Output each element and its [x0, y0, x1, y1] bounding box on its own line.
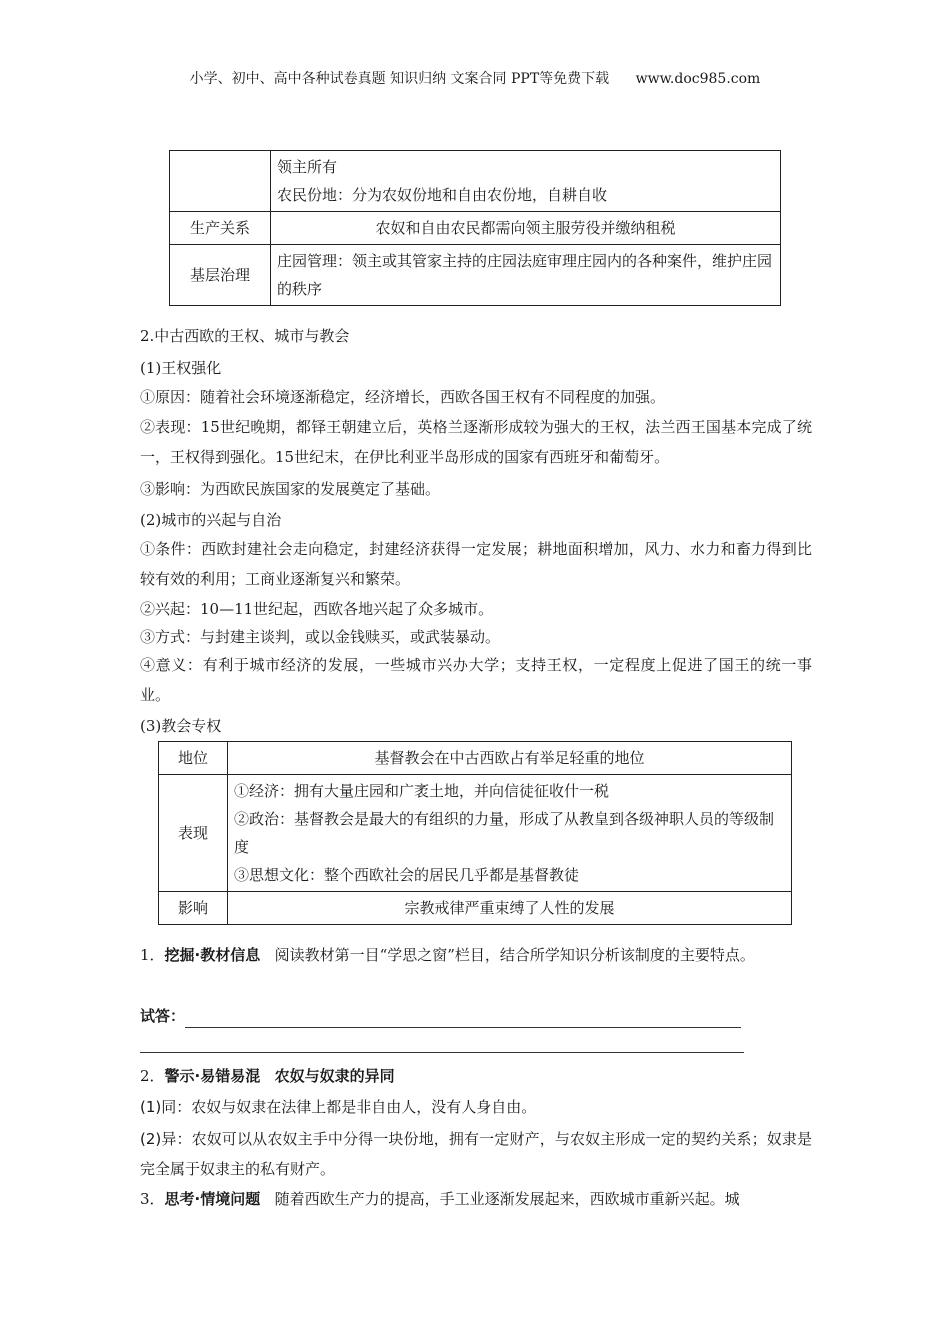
q3-number: 3．: [140, 1190, 165, 1208]
answer-label: 试答：: [140, 1007, 186, 1025]
manor-table-land-cell: [271, 151, 781, 212]
performance-politics: ②政治：基督教会是最大的有组织的力量，形成了从教皇到各级神职人员的等级制度: [234, 810, 775, 856]
kingship-performance: ②表现：15世纪晚期，都铎王朝建立后，英格兰逐渐形成较为强大的王权，法兰西王国基本完成了统一，王权得到强化。15世纪末，在伊比利亚半岛形成的国家有西班牙和葡萄牙。: [140, 418, 812, 466]
answer-row: [140, 1004, 741, 1028]
impact-label: 影响: [159, 892, 228, 925]
heading-cities: (2)城市的兴起与自治: [140, 511, 282, 529]
manor-table: [169, 150, 781, 306]
peasant-land-text: 农民份地：分为农奴份地和自由农份地，自耕自收: [277, 186, 608, 204]
impact-text: 宗教戒律严重束缚了人性的发展: [228, 892, 792, 925]
kingship-cause: ①原因：随着社会环境逐渐稳定，经济增长，西欧各国王权有不同程度的加强。: [140, 388, 666, 406]
cities-method: ③方式：与封建主谈判，或以金钱赎买，或武装暴动。: [140, 628, 501, 646]
answer-line-1[interactable]: [185, 1011, 741, 1028]
header-text: 小学、初中、高中各种试卷真题 知识归纳 文案合同 PPT等免费下载: [189, 71, 610, 87]
question-3: [140, 1184, 812, 1214]
q2-same: (1)同：农奴与奴隶在法律上都是非自由人，没有人身自由。: [140, 1098, 537, 1116]
page-header: [0, 68, 950, 88]
answer-line-2[interactable]: [140, 1052, 744, 1053]
performance-culture: ③思想文化：整个西欧社会的居民几乎都是基督教徒: [234, 866, 580, 884]
heading-kingship: (1)王权强化: [140, 359, 222, 377]
kingship-impact: ③影响：为西欧民族国家的发展奠定了基础。: [140, 480, 441, 498]
governance-label: 基层治理: [170, 245, 271, 306]
q2-title: 警示·易错易混: [164, 1067, 261, 1085]
performance-economy: ①经济：拥有大量庄园和广袤土地，并向信徒征收什一税: [234, 782, 610, 800]
q2-subtitle: 农奴与奴隶的异同: [274, 1067, 395, 1085]
status-label: 地位: [159, 742, 228, 775]
performance-label: 表现: [159, 775, 228, 892]
cities-condition: ①条件：西欧封建社会走向稳定，封建经济获得一定发展；耕地面积增加，风力、水力和畜力得到比较有效的利用；工商业逐渐复兴和繁荣。: [140, 540, 812, 588]
section-title: 2.中古西欧的王权、城市与教会: [140, 327, 350, 345]
production-label: 生产关系: [170, 212, 271, 245]
governance-text: 庄园管理：领主或其管家主持的庄园法庭审理庄园内的各种案件，维护庄园的秩序: [271, 245, 781, 306]
performance-cell: [228, 775, 792, 892]
q1-text: 阅读教材第一目“学思之窗”栏目，结合所学知识分析该制度的主要特点。: [274, 946, 755, 964]
question-2: [140, 1064, 395, 1088]
q1-title: 挖掘·教材信息: [164, 946, 261, 964]
production-text: 农奴和自由农民都需向领主服劳役并缴纳租税: [271, 212, 781, 245]
status-text: 基督教会在中古西欧占有举足轻重的地位: [228, 742, 792, 775]
q3-title: 思考·情境问题: [164, 1190, 261, 1208]
church-table: [158, 741, 792, 925]
manor-table-empty-cell: [170, 151, 271, 212]
header-site-link[interactable]: www.doc985.com: [635, 71, 761, 87]
cities-significance: ④意义：有利于城市经济的发展，一些城市兴办大学；支持王权，一定程度上促进了国王的统一事业。: [140, 656, 812, 704]
heading-church: (3)教会专权: [140, 717, 222, 735]
cities-rise: ②兴起：10—11世纪起，西欧各地兴起了众多城市。: [140, 600, 494, 618]
land-owner-text: 领主所有: [277, 158, 338, 176]
q3-text: 随着西欧生产力的提高，手工业逐渐发展起来，西欧城市重新兴起。城: [274, 1190, 740, 1208]
q2-diff: (2)异：农奴可以从农奴主手中分得一块份地，拥有一定财产，与农奴主形成一定的契约关系；奴隶是完全属于奴隶主的私有财产。: [140, 1130, 812, 1178]
q1-number: 1．: [140, 946, 165, 964]
q2-number: 2．: [140, 1067, 165, 1085]
question-1: [140, 940, 812, 970]
